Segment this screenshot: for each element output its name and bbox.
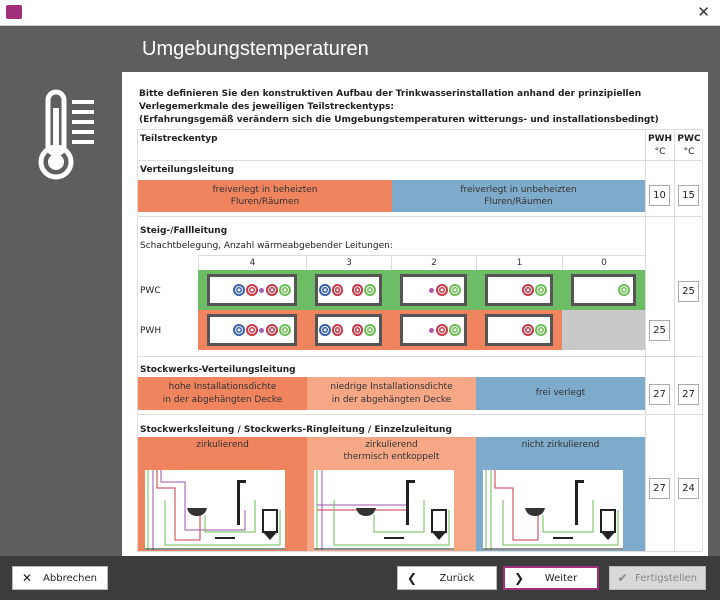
next-button[interactable] bbox=[503, 566, 599, 590]
pipe-dot-icon bbox=[259, 288, 264, 293]
close-button[interactable]: ✕ bbox=[697, 3, 710, 21]
intro-line: Bitte definieren Sie den konstruktiven Aufbau der Trinkwasserinstallation anhand der prinzipiellen bbox=[139, 89, 642, 99]
back-button[interactable] bbox=[397, 566, 497, 590]
page-title: Umgebungstemperaturen bbox=[142, 38, 369, 60]
column-header-type: Teilstreckentyp bbox=[140, 134, 218, 144]
pwh-verteilung-input[interactable]: 10 bbox=[649, 185, 670, 206]
option-hohe-dichte[interactable]: hohe Installationsdichte in der abgehängten Decke bbox=[138, 377, 307, 410]
divider bbox=[137, 356, 703, 357]
intro-text bbox=[139, 88, 659, 127]
pipe-dot-icon bbox=[429, 328, 434, 333]
pipe-dot-icon bbox=[259, 328, 264, 333]
pipe-blue-icon bbox=[319, 284, 331, 296]
section-title-stockverteilung: Stockwerks-Verteilungsleitung bbox=[140, 365, 296, 375]
cancel-label: Abbrechen bbox=[43, 572, 97, 584]
pipe-red-icon bbox=[266, 284, 278, 296]
divider bbox=[674, 129, 675, 551]
shaft-pipes bbox=[315, 314, 382, 346]
pipe-green-icon bbox=[279, 324, 291, 336]
unit-pwh: °C bbox=[654, 147, 666, 157]
intro-line: Verlegemerkmale des jeweiligen Teilstreckentyps: bbox=[139, 102, 394, 112]
cancel-button[interactable] bbox=[12, 566, 108, 590]
checkmark-icon: ✔ bbox=[617, 571, 628, 585]
shaft-pipes bbox=[485, 274, 553, 306]
pipe-dot-icon bbox=[429, 288, 434, 293]
section-title-stockleitung: Stockwerksleitung / Stockwerks-Ringleitung / Einzelzuleitung bbox=[140, 425, 452, 435]
divider bbox=[137, 129, 703, 130]
option-frei-verlegt[interactable]: frei verlegt bbox=[476, 377, 645, 410]
pwh-shaft-cell[interactable] bbox=[562, 310, 645, 350]
option-label: nicht zirkulierend bbox=[521, 440, 600, 450]
pipe-red-icon bbox=[332, 284, 344, 296]
count-header: 4 bbox=[198, 256, 306, 270]
divider bbox=[702, 129, 703, 551]
finish-label: Fertigstellen bbox=[635, 572, 697, 584]
divider bbox=[137, 414, 703, 415]
chevron-right-icon: ❯ bbox=[513, 571, 525, 585]
installation-diagram bbox=[483, 470, 623, 550]
pipe-red-icon bbox=[266, 324, 278, 336]
option-unbeheizt[interactable]: freiverlegt in unbeheizten Fluren/Räumen bbox=[392, 180, 645, 212]
pipe-red-icon bbox=[522, 324, 534, 336]
pipe-red-icon bbox=[436, 324, 448, 336]
count-header: 3 bbox=[306, 256, 391, 270]
divider bbox=[137, 160, 703, 161]
back-label: Zurück bbox=[439, 572, 475, 584]
installation-diagram bbox=[145, 470, 285, 550]
finish-button[interactable] bbox=[609, 566, 706, 590]
close-icon: ✕ bbox=[21, 571, 33, 585]
next-label: Weiter bbox=[544, 572, 578, 584]
installation-diagram bbox=[314, 470, 454, 550]
pwh-stockleitung-input[interactable]: 27 bbox=[649, 478, 670, 499]
pipe-red-icon bbox=[246, 284, 258, 296]
thermometer-icon bbox=[38, 88, 100, 183]
option-label: zirkulierend thermisch entkoppelt bbox=[343, 440, 440, 463]
pipe-blue-icon bbox=[233, 324, 245, 336]
pwh-stockverteilung-input[interactable]: 27 bbox=[649, 384, 670, 405]
chevron-left-icon: ❮ bbox=[406, 571, 418, 585]
shaft-pipes bbox=[400, 314, 467, 346]
pipe-green-icon bbox=[449, 284, 461, 296]
option-label: zirkulierend bbox=[196, 440, 249, 450]
shaft-pipes bbox=[571, 274, 636, 306]
count-header: 0 bbox=[562, 256, 645, 270]
column-header-pwh: PWH bbox=[647, 134, 673, 144]
option-beheizt[interactable]: freiverlegt in beheizten Fluren/Räumen bbox=[138, 180, 392, 212]
pipe-red-icon bbox=[352, 284, 364, 296]
pipe-green-icon bbox=[535, 284, 547, 296]
divider bbox=[137, 216, 703, 217]
row-label-pwc: PWC bbox=[140, 286, 161, 296]
shaft-pipes bbox=[315, 274, 382, 306]
section-title-steig: Steig-/Fallleitung bbox=[140, 226, 228, 236]
intro-line: (Erfahrungsgemäß verändern sich die Umgebungstemperaturen witterungs- und installationsbedingt) bbox=[139, 115, 659, 125]
option-niedrige-dichte[interactable]: niedrige Installationsdichte in der abgehängten Decke bbox=[307, 377, 476, 410]
shaft-pipes bbox=[485, 314, 553, 346]
app-icon bbox=[6, 5, 22, 19]
pipe-green-icon bbox=[364, 284, 376, 296]
pwh-steig-input[interactable]: 25 bbox=[649, 320, 670, 341]
count-header: 1 bbox=[476, 256, 562, 270]
shaft-pipes bbox=[207, 314, 297, 346]
pwc-stockverteilung-input[interactable]: 27 bbox=[678, 384, 699, 405]
pwc-verteilung-input[interactable]: 15 bbox=[678, 185, 699, 206]
divider bbox=[137, 551, 703, 552]
section-subtitle-steig: Schachtbelegung, Anzahl wärmeabgebender Leitungen: bbox=[140, 241, 393, 251]
pipe-green-icon bbox=[449, 324, 461, 336]
pipe-blue-icon bbox=[233, 284, 245, 296]
count-header: 2 bbox=[391, 256, 476, 270]
pipe-red-icon bbox=[332, 324, 344, 336]
pipe-blue-icon bbox=[319, 324, 331, 336]
pipe-red-icon bbox=[352, 324, 364, 336]
section-title-verteilung: Verteilungsleitung bbox=[140, 165, 235, 175]
shaft-pipes bbox=[207, 274, 297, 306]
pipe-green-icon bbox=[279, 284, 291, 296]
unit-pwc: °C bbox=[683, 147, 695, 157]
pipe-red-icon bbox=[246, 324, 258, 336]
pipe-green-icon bbox=[618, 284, 630, 296]
title-bar bbox=[0, 0, 720, 26]
pwc-steig-input[interactable]: 25 bbox=[678, 281, 699, 302]
pipe-red-icon bbox=[522, 284, 534, 296]
pipe-red-icon bbox=[436, 284, 448, 296]
column-header-pwc: PWC bbox=[677, 134, 701, 144]
row-label-pwh: PWH bbox=[140, 326, 162, 336]
pipe-green-icon bbox=[535, 324, 547, 336]
pipe-green-icon bbox=[364, 324, 376, 336]
divider bbox=[645, 129, 646, 551]
shaft-pipes bbox=[400, 274, 467, 306]
pwc-stockleitung-input[interactable]: 24 bbox=[678, 478, 699, 499]
